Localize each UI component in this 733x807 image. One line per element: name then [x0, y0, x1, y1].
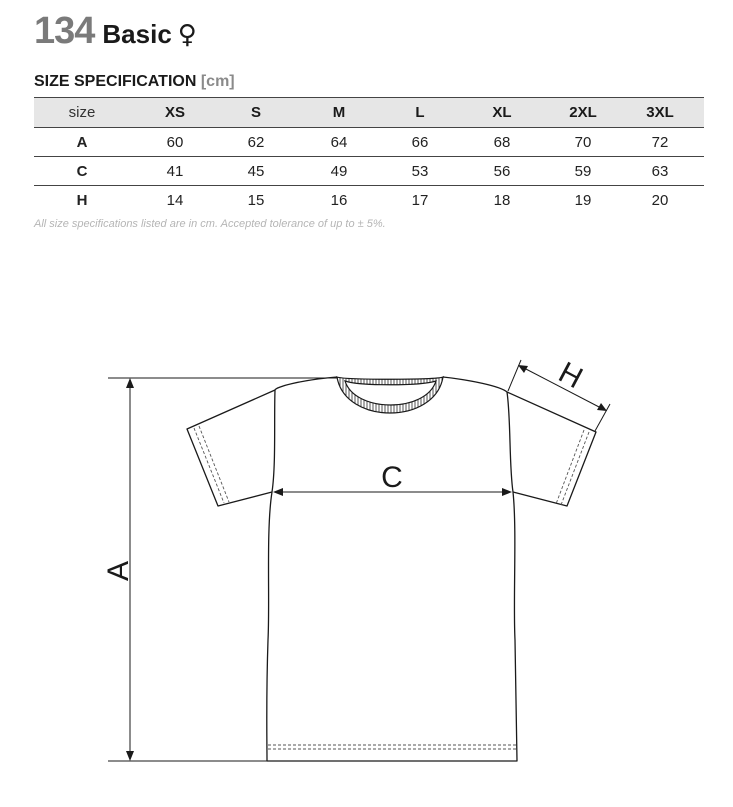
- column-header: M: [292, 98, 386, 128]
- collar-rib: [337, 377, 443, 413]
- label-c: C: [381, 461, 403, 494]
- female-symbol-icon: ♀: [177, 20, 197, 50]
- tshirt-body-outline: [267, 377, 517, 761]
- dimension-a: [108, 378, 337, 761]
- table-cell: 14: [166, 191, 184, 209]
- table-cell: 59: [550, 157, 616, 186]
- label-a: A: [102, 560, 135, 582]
- table-cell: 19: [574, 191, 592, 209]
- table-cell: 66: [386, 128, 454, 157]
- table-cell: 72: [616, 128, 704, 157]
- column-header: L: [386, 98, 454, 128]
- size-spec-unit: [cm]: [200, 73, 235, 90]
- table-cell: 62: [220, 128, 292, 157]
- product-code: 134: [34, 10, 95, 52]
- product-name: Basic: [102, 19, 172, 49]
- dimension-h: [508, 360, 610, 431]
- table-cell: 60: [130, 128, 220, 157]
- table-cell: 49: [292, 157, 386, 186]
- size-spec-label: SIZE SPECIFICATION: [34, 73, 197, 90]
- table-cell: 17: [411, 191, 429, 209]
- table-cell: 15: [247, 191, 265, 209]
- left-sleeve-outline: [187, 390, 275, 506]
- column-header: size: [34, 98, 130, 128]
- table-cell: 64: [292, 128, 386, 157]
- row-label: H: [76, 191, 88, 209]
- column-header: 3XL: [616, 98, 704, 128]
- tolerance-note: All size specifications listed are in cm. Accepted tolerance of up to ± 5%.: [34, 218, 386, 230]
- table-cell: 68: [454, 128, 550, 157]
- table-cell: 56: [454, 157, 550, 186]
- table-cell: 53: [386, 157, 454, 186]
- row-label: C: [34, 157, 130, 186]
- row-label: A: [34, 128, 130, 157]
- table-cell: 45: [220, 157, 292, 186]
- column-header: XS: [130, 98, 220, 128]
- table-cell: 41: [130, 157, 220, 186]
- right-sleeve-outline: [507, 392, 596, 506]
- column-header: 2XL: [550, 98, 616, 128]
- table-cell: 63: [616, 157, 704, 186]
- table-cell: 20: [651, 191, 669, 209]
- tshirt-outline: [187, 377, 596, 761]
- table-cell: 18: [493, 191, 511, 209]
- label-h: H: [553, 355, 588, 396]
- column-header: S: [220, 98, 292, 128]
- column-header: XL: [454, 98, 550, 128]
- table-cell: 16: [330, 191, 348, 209]
- table-cell: 70: [550, 128, 616, 157]
